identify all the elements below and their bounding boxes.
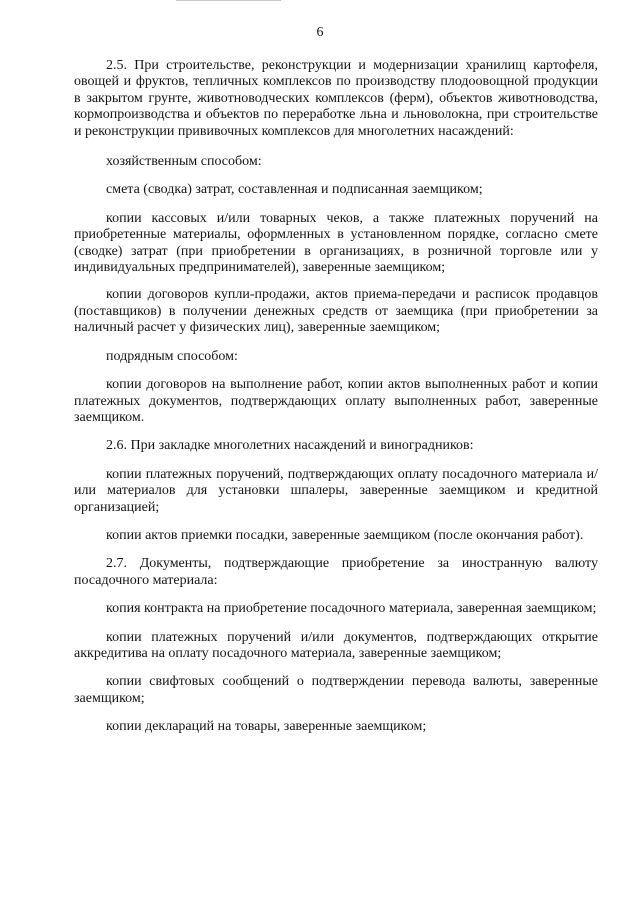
paragraph-estimate: смета (сводка) затрат, составленная и подписанная заемщиком;: [106, 182, 483, 198]
page-number: 6: [316, 25, 324, 40]
paragraph-swift: копии свифтовых сообщений о подтверждении перевода валюты, заверенные заемщиком;: [74, 674, 598, 706]
paragraph-2-5: 2.5. При строительстве, реконструкции и модернизации хранилищ картофеля, овощей и фруктов, тепличных комплексов по производству плодоовощной продукции в закрытом грунте, животноводческих комплексов (ферм), объектов животноводства, кормопроизводства и объектов по переработке льна и льноволокна, при строительстве и реконструкции прививочных комплексов для многолетних насаждений:: [74, 58, 598, 139]
paragraph-payment-orders: копии платежных поручений, подтверждающих оплату посадочного материала и/или материалов для установки шпалеры, заверенные заемщиком и кредитной организацией;: [74, 466, 598, 515]
paragraph-sale-contracts: копии договоров купли-продажи, актов приема-передачи и расписок продавцов (поставщиков) в получении денежных средств от заемщика (при приобретении за наличный расчет у физических лиц), заверенные заемщиком;: [74, 287, 598, 336]
paragraph-economic-method: хозяйственным способом:: [106, 154, 262, 170]
paragraph-work-contracts: копии договоров на выполнение работ, копии актов выполненных работ и копии платежных документов, подтверждающих оплату выполненных работ, заверенные заемщиком.: [74, 377, 598, 425]
paragraph-contract-copy: копия контракта на приобретение посадочного материала, заверенная заемщиком;: [106, 601, 597, 617]
paragraph-declarations: копии деклараций на товары, заверенные заемщиком;: [106, 719, 427, 735]
paragraph-letter-of-credit: копии платежных поручений и/или документов, подтверждающих открытие аккредитива на оплату посадочного материала, заверенные заемщиком;: [74, 629, 598, 661]
paragraph-acceptance-acts: копии актов приемки посадки, заверенные заемщиком (после окончания работ).: [106, 527, 584, 543]
paragraph-2-6: 2.6. При закладке многолетних насаждений и виноградников:: [106, 438, 474, 454]
document-body: [74, 58, 598, 736]
scan-edge-mark: [176, 0, 281, 1]
paragraph-2-7: 2.7. Документы, подтверждающие приобретение за иностранную валюту посадочного материала:: [74, 556, 598, 588]
paragraph-cash-receipts: копии кассовых и/или товарных чеков, а также платежных поручений на приобретенные материалы, оформленных в установленном порядке, согласно смете (сводке) затрат (при приобретении в организациях, в розничной торговле или у индивидуальных предпринимателей), заверенные заемщиком;: [74, 210, 598, 276]
paragraph-contract-method: подрядным способом:: [106, 348, 238, 364]
